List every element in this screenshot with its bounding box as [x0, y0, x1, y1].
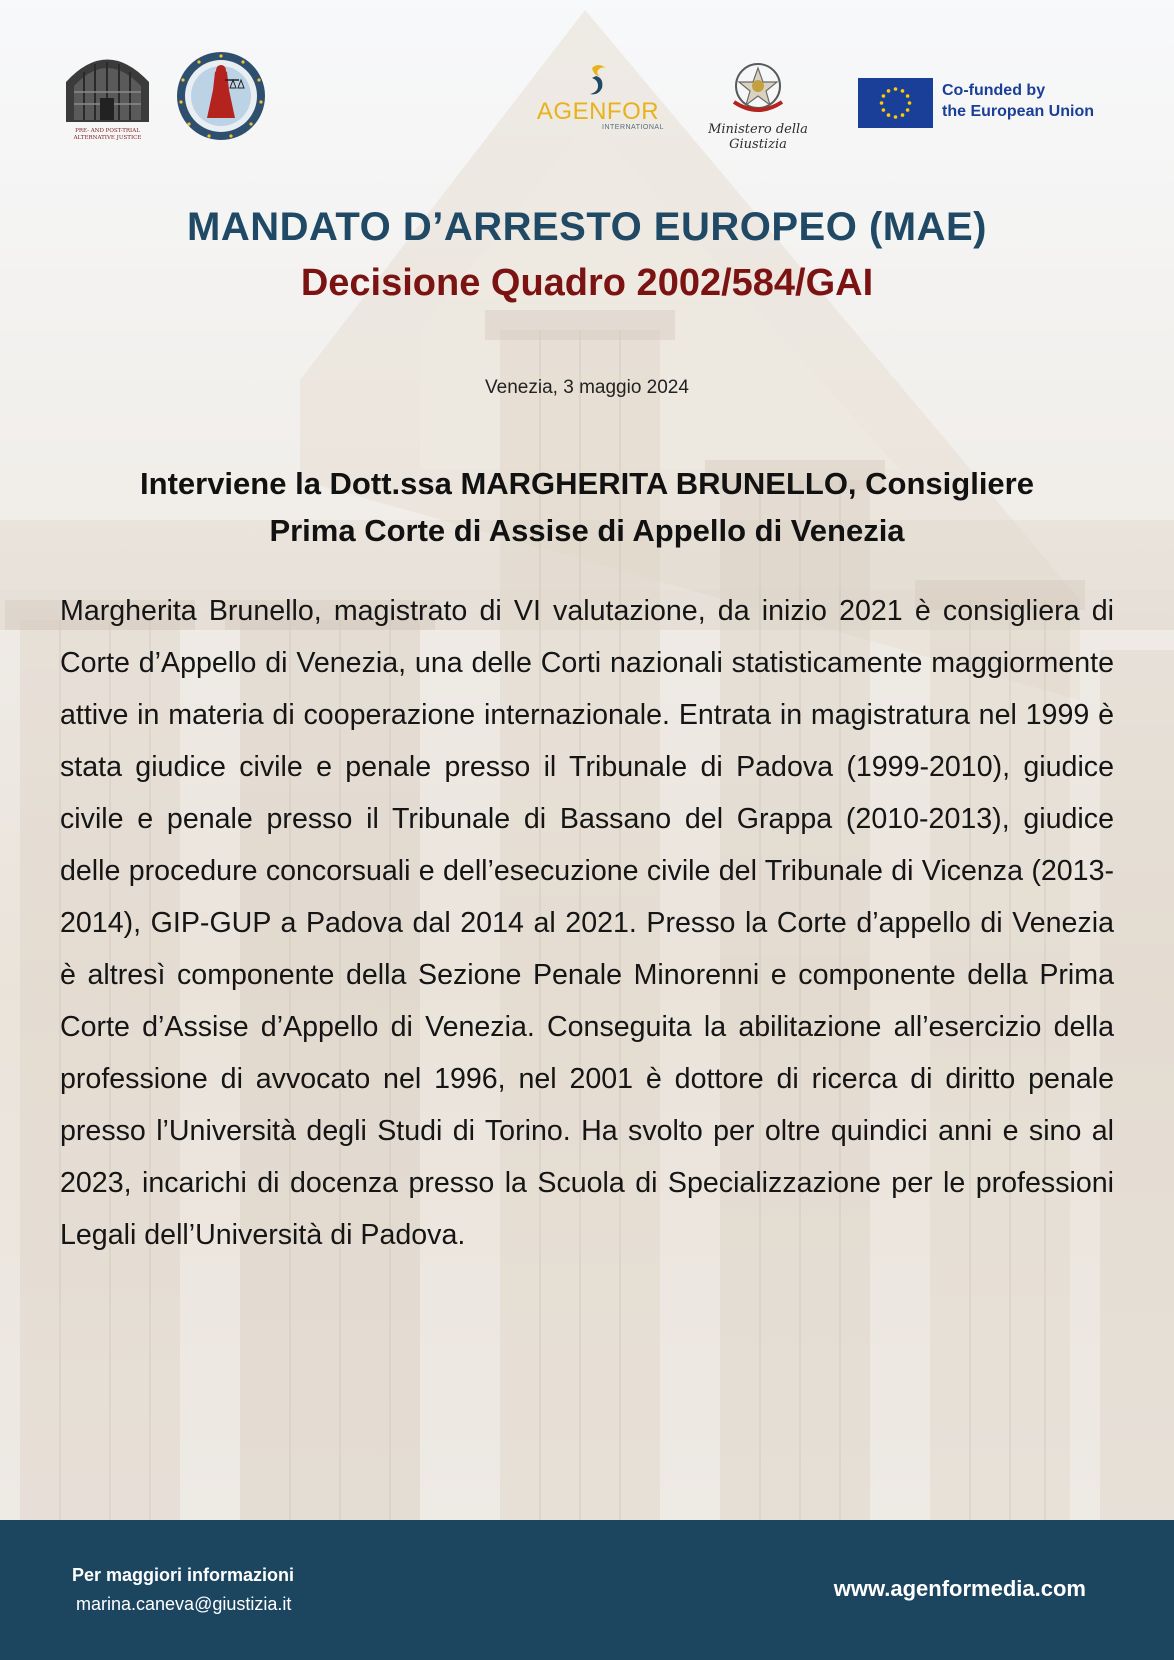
prison-logo-caption [60, 128, 155, 142]
prison-caption-line1: PRE- AND POST-TRIAL [75, 128, 140, 134]
eu-text-line2: the European Union [942, 103, 1094, 120]
agenfor-logo [536, 64, 664, 136]
agenfor-subtitle: INTERNATIONAL [602, 124, 664, 131]
eu-cofunded-logo [858, 78, 1108, 128]
event-date: Venezia, 3 maggio 2024 [485, 377, 689, 398]
speaker-line2: Prima Corte di Assise di Appello di Venezia [269, 513, 905, 548]
speaker-biography: Margherita Brunello, magistrato di VI valutazione, da inizio 2021 è consigliera di Corte d’Appello di Venezia, una delle Corti nazionali statisticamente maggiormente attive in materia di cooperazione internazionale. Entrata in magistratura nel 1999 è stata giudice civile e penale presso il Tribunale di Padova (1999-2010), giudice civile e penale presso il Tribunale di Bassano del Grappa (2010-2013), giudice delle procedure concorsuali e dell’esecuzione civile del Tribunale di Vicenza (2013-2014), GIP-GUP a Padova dal 2014 al 2021. Presso la Corte d’appello di Venezia è altresì componente della Sezione Penale Minorenni e componente della Prima Corte d’Assise d’Appello di Venezia. Conseguita la abilitazione all’esercizio della professione di avvocato nel 1996, nel 2001 è dottore di ricerca di diritto penale presso l’Università degli Studi di Torino. Ha svolto per oltre quindici anni e sino al 2023, incarichi di docenza presso la Scuola di Specializzazione per le professioni Legali dell’Università di Padova. [60, 595, 1114, 1251]
eu-cofunded-text [942, 80, 1094, 122]
ministero-name: Ministero della Giustizia [708, 122, 808, 152]
page-subtitle: Decisione Quadro 2002/584/GAI [300, 262, 874, 304]
footer-info-label: Per maggiori informazioni [72, 1565, 295, 1585]
eu-text-line1: Co-funded by [942, 82, 1046, 99]
eu-flag-icon [858, 78, 933, 128]
footer-website-link[interactable]: www.agenformedia.com [833, 1576, 1086, 1601]
page-title: MANDATO D’ARRESTO EUROPEO (MAE) [187, 205, 987, 249]
footer-email-link[interactable]: marina.caneva@giustizia.it [76, 1594, 292, 1614]
prison-logo [60, 42, 155, 146]
footer [0, 1520, 1174, 1660]
speaker-heading [40, 460, 1134, 554]
justice-logo [175, 50, 267, 142]
prison-caption-line2: ALTERNATIVE JUSTICE [73, 135, 142, 141]
ministero-logo [688, 60, 828, 152]
agenfor-name: AGENFOR [536, 98, 660, 125]
speaker-line1: Interviene la Dott.ssa MARGHERITA BRUNELLO, Consigliere [140, 466, 1034, 501]
